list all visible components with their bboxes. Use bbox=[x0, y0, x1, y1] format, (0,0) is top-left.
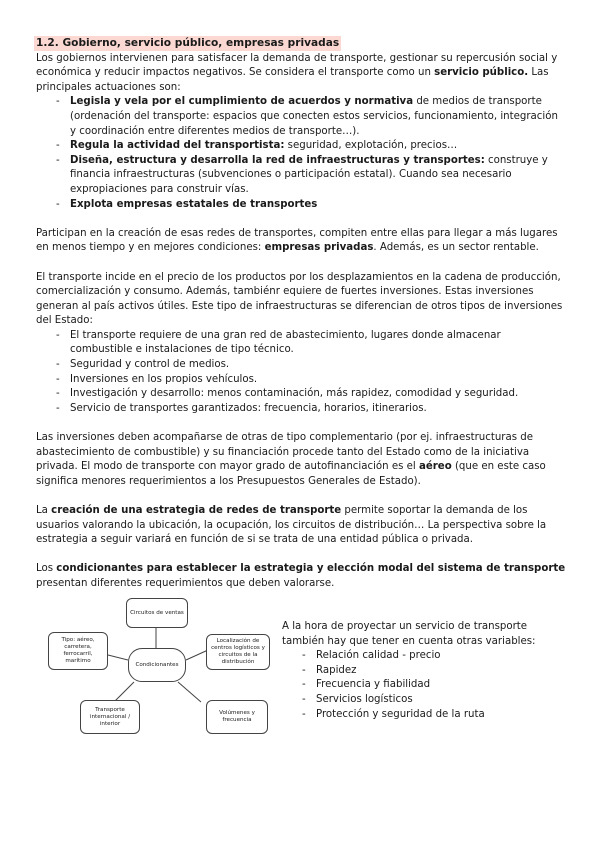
action-text: construye y financia infraestructuras (subvenciones o participación estatal). Cuando sea necesario expropiaciones para construir vías. bbox=[70, 154, 548, 195]
list-item: - El transporte requiere de una gran red de abastecimiento, lugares donde almacenar combustible e instalaciones de tipo técnico. bbox=[36, 329, 566, 358]
action-text: seguridad, explotación, precios… bbox=[284, 140, 458, 152]
intro-paragraph bbox=[36, 52, 566, 96]
para2-tail: . Además, es un sector rentable. bbox=[373, 242, 539, 254]
conditions-diagram bbox=[36, 590, 276, 740]
document-body bbox=[36, 36, 566, 592]
list-item: - Servicios logísticos bbox=[282, 693, 572, 708]
variables-block bbox=[282, 620, 572, 722]
list-item: - Inversiones en los propios vehículos. bbox=[36, 373, 566, 388]
section-heading: 1.2. Gobierno, servicio público, empresas privadas bbox=[36, 37, 340, 49]
para6-tail: presentan diferentes requerimientos que deben valorarse. bbox=[36, 577, 335, 589]
connector-left bbox=[108, 655, 128, 660]
para5-tail: permite soportar la demanda de los usuarios valorando la ubicación, la ocupación, los circuitos de distribución… La perspectiva sobre la estrategia a seguir variará en función de si se trata de una entidad pública o privada. bbox=[36, 505, 547, 546]
financing-paragraph bbox=[36, 431, 566, 489]
para2-text: Participan en la creación de esas redes de transportes, compiten entre ellas para llegar a más lugares en menos tiempo y en mejores condiciones: bbox=[36, 227, 558, 254]
list-item: - Investigación y desarrollo: menos contaminación, más rapidez, comodidad y seguridad. bbox=[36, 387, 566, 402]
list-item bbox=[36, 95, 566, 139]
diagram-node-right: Localización de centros logísticos y circuitos de la distribución bbox=[206, 634, 270, 670]
intro-bold: servicio público. bbox=[434, 67, 529, 79]
list-item: - Seguridad y control de medios. bbox=[36, 358, 566, 373]
para2-bold: empresas privadas bbox=[264, 242, 374, 254]
intro-tail: Las principales actuaciones son: bbox=[36, 67, 549, 93]
diagram-node-top: Circuitos de ventas bbox=[126, 598, 188, 628]
connector-right bbox=[186, 650, 208, 660]
diagram-node-center: Condicionantes bbox=[128, 648, 186, 682]
list-item: - Rapidez bbox=[282, 664, 572, 679]
action-bold: Explota empresas estatales de transportes bbox=[70, 198, 318, 210]
action-bold: Regula la actividad del transportista: bbox=[70, 140, 285, 152]
para6-text: Los bbox=[36, 563, 57, 575]
list-item: - Protección y seguridad de la ruta bbox=[282, 708, 572, 723]
para6-bold: condicionantes para establecer la estrategia y elección modal del sistema de transporte bbox=[56, 563, 566, 575]
para4-bold: aéreo bbox=[418, 461, 452, 473]
intro-text: Los gobiernos intervienen para satisfacer la demanda de transporte, gestionar su repercusión social y económica y reducir impactos negativos. Se considera el transporte como un bbox=[36, 52, 558, 79]
investments-list bbox=[36, 329, 566, 417]
connector-bottom-left bbox=[114, 682, 134, 702]
strategy-paragraph bbox=[36, 504, 566, 548]
private-companies-paragraph bbox=[36, 227, 566, 256]
action-text: de medios de transporte (ordenación del transporte: espacios que conecten estos servicios, funcionamiento, integración y coordinación entre diferentes medios de transporte…). bbox=[70, 96, 558, 137]
action-bold: Legisla y vela por el cumplimiento de acuerdos y normativa bbox=[70, 96, 414, 108]
conditions-paragraph bbox=[36, 562, 566, 591]
list-item bbox=[36, 139, 566, 154]
list-item: - Servicio de transportes garantizados: frecuencia, horarios, itinerarios. bbox=[36, 402, 566, 417]
diagram-node-bottom-right: Volúmenes y frecuencia bbox=[206, 700, 268, 734]
list-item: - Frecuencia y fiabilidad bbox=[282, 678, 572, 693]
list-item: - Relación calidad - precio bbox=[282, 649, 572, 664]
diagram-node-left: Tipo: aéreo, carretera, ferrocarril, marítimo bbox=[48, 632, 108, 670]
connector-bottom-right bbox=[178, 682, 201, 702]
para5-bold: creación de una estrategia de redes de transporte bbox=[51, 505, 342, 516]
variables-list bbox=[282, 649, 572, 722]
list-item bbox=[36, 154, 566, 198]
investment-paragraph: El transporte incide en el precio de los productos por los desplazamientos en la cadena de producción, comercialización y consumo. Además, tambiénr equiere de fuertes inversiones. Estas inversiones generan al país activos útiles. Este tipo de infraestructuras se diferencian de otros tipos de inversiones del Estado: bbox=[36, 271, 563, 327]
list-item bbox=[36, 198, 566, 213]
actions-list bbox=[36, 95, 566, 212]
para5-text: La bbox=[36, 505, 52, 516]
para4-text: Las inversiones deben acompañarse de otras de tipo complementario (por ej. infraestructuras de abastecimiento de combustible) y su financiación procede tanto del Estado como de la iniciativa privada. El modo de transporte con mayor grado de autofinanciación es el bbox=[36, 432, 534, 473]
para4-tail: (que en este caso significa menores requerimientos a los Presupuestos Generales de Estado). bbox=[36, 461, 546, 487]
action-bold: Diseña, estructura y desarrolla la red de infraestructuras y transportes: bbox=[70, 154, 485, 166]
variables-intro: A la hora de proyectar un servicio de transporte también hay que tener en cuenta otras variables: bbox=[282, 621, 536, 647]
diagram-node-bottom-left: Transporte internacional / interior bbox=[80, 700, 140, 734]
